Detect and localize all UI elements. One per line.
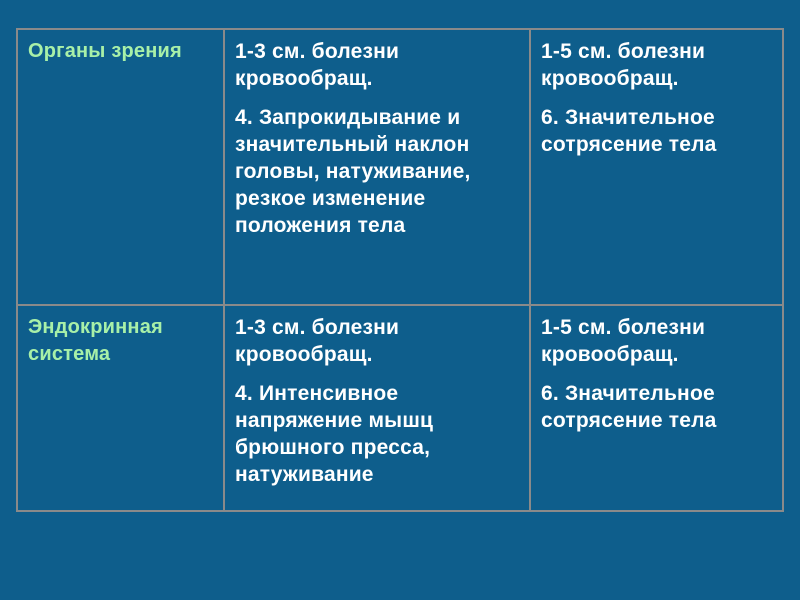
row-label-cell [17,305,224,511]
table-row [17,29,783,305]
cell-item: 1-5 см. болезни кровообращ. [541,316,706,366]
table-cell [224,29,530,305]
table-cell [530,29,783,305]
cell-item: 1-5 см. болезни кровообращ. [541,40,706,90]
row-label: Эндокринная система [28,316,163,365]
info-table [16,28,784,512]
row-label-cell [17,29,224,305]
table-cell [530,305,783,511]
table-row [17,305,783,511]
cell-item: 1-3 см. болезни кровообращ. [235,40,400,90]
row-label: Органы зрения [28,40,182,62]
cell-item: 6. Значительное сотрясение тела [541,106,717,156]
cell-item: 6. Значительное сотрясение тела [541,382,717,432]
cell-item: 1-3 см. болезни кровообращ. [235,316,400,366]
cell-item: 4. Интенсивное напряжение мышц брюшного пресса, натуживание [235,382,434,486]
table-cell [224,305,530,511]
cell-item: 4. Запрокидывание и значительный наклон головы, натуживание, резкое изменение положения тела [235,106,471,237]
